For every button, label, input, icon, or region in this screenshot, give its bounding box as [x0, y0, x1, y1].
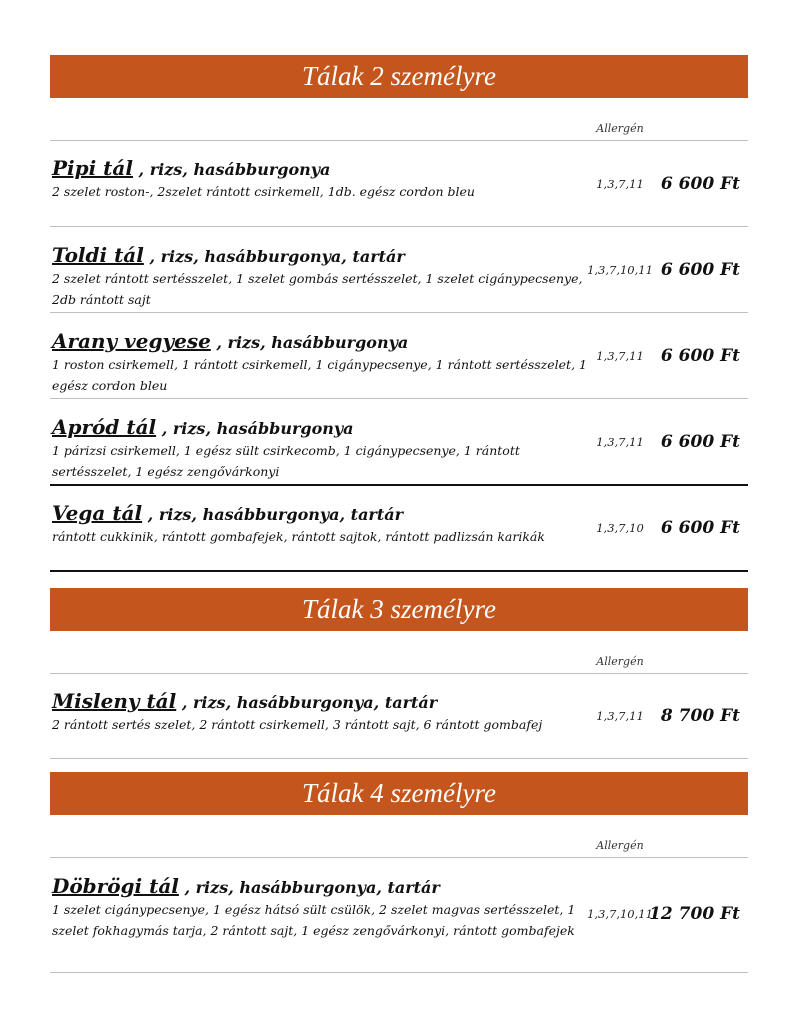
menu-item-arany-vegyese: [52, 330, 592, 396]
item-price: 8 700 Ft: [660, 706, 740, 726]
item-price: 6 600 Ft: [660, 346, 740, 366]
divider: [50, 972, 748, 973]
divider: [50, 673, 748, 674]
item-allergens: 1,3,7,11: [596, 349, 644, 363]
item-sides: , rizs, hasábburgonya, tartár: [178, 878, 440, 897]
divider: [50, 312, 748, 313]
divider: [50, 140, 748, 141]
divider: [50, 398, 748, 399]
item-sides: , rizs, hasábburgonya: [156, 419, 354, 438]
section-title-4-persons: Tálak 4 személyre: [50, 772, 748, 815]
item-description: 2 rántott sertés szelet, 2 rántott csirkemell, 3 rántott sajt, 6 rántott gombafej: [52, 717, 543, 732]
menu-item-misleny-tal: [52, 690, 592, 735]
item-allergens: 1,3,7,11: [596, 709, 644, 723]
item-name: Vega tál: [52, 501, 143, 525]
item-sides: , rizs, hasábburgonya, tartár: [143, 247, 405, 266]
item-allergens: 1,3,7,10,11: [587, 907, 653, 921]
item-description: 2 szelet rántott sertésszelet, 1 szelet gombás sertésszelet, 1 szelet cigánypecsenye, 2db rántott sajt: [52, 271, 583, 307]
item-sides: , rizs, hasábburgonya, tartár: [142, 505, 404, 524]
allergen-column-header: Allergén: [596, 655, 644, 668]
item-allergens: 1,3,7,10,11: [587, 263, 653, 277]
menu-item-pipi-tal: [52, 157, 592, 202]
item-name: Toldi tál: [52, 243, 144, 267]
menu-item-toldi-tal: [52, 244, 592, 310]
allergen-column-header: Allergén: [596, 839, 644, 852]
menu-item-vega-tal: [52, 502, 592, 547]
item-sides: , rizs, hasábburgonya: [210, 333, 409, 352]
divider: [50, 484, 748, 486]
divider: [50, 857, 748, 858]
item-name: Pipi tál: [52, 156, 133, 180]
divider: [50, 570, 748, 572]
item-name: Misleny tál: [52, 689, 177, 713]
item-description: 2 szelet roston-, 2szelet rántott csirkemell, 1db. egész cordon bleu: [52, 184, 475, 199]
section-title-2-persons: Tálak 2 személyre: [50, 55, 748, 98]
item-description: rántott cukkinik, rántott gombafejek, rántott sajtok, rántott padlizsán karikák: [52, 529, 545, 544]
item-name: Döbrögi tál: [52, 874, 179, 898]
item-allergens: 1,3,7,11: [596, 435, 644, 449]
item-sides: , rizs, hasábburgonya: [132, 160, 331, 179]
item-sides: , rizs, hasábburgonya, tartár: [176, 693, 438, 712]
menu-item-aprod-tal: [52, 416, 592, 482]
item-price: 6 600 Ft: [660, 518, 740, 538]
item-description: 1 roston csirkemell, 1 rántott csirkemell, 1 cigánypecsenye, 1 rántott sertésszelet, 1 egész cordon bleu: [52, 357, 587, 393]
divider: [50, 758, 748, 759]
item-allergens: 1,3,7,10: [596, 521, 644, 535]
section-title-3-persons: Tálak 3 személyre: [50, 588, 748, 631]
item-price: 12 700 Ft: [649, 904, 740, 924]
item-price: 6 600 Ft: [660, 174, 740, 194]
divider: [50, 226, 748, 227]
menu-item-dobrogi-tal: [52, 875, 592, 941]
item-description: 1 szelet cigánypecsenye, 1 egész hátsó sült csülök, 2 szelet magvas sertésszelet, 1 szelet fokhagymás tarja, 2 rántott sajt, 1 egész zengővárkonyi, rántott gombafejek: [52, 902, 576, 938]
item-description: 1 párizsi csirkemell, 1 egész sült csirkecomb, 1 cigánypecsenye, 1 rántott sertésszelet, 1 egész zengővárkonyi: [52, 443, 520, 479]
item-allergens: 1,3,7,11: [596, 177, 644, 191]
item-name: Apród tál: [52, 415, 157, 439]
item-name: Arany vegyese: [52, 329, 211, 353]
item-price: 6 600 Ft: [660, 260, 740, 280]
item-price: 6 600 Ft: [660, 432, 740, 452]
allergen-column-header: Allergén: [596, 122, 644, 135]
